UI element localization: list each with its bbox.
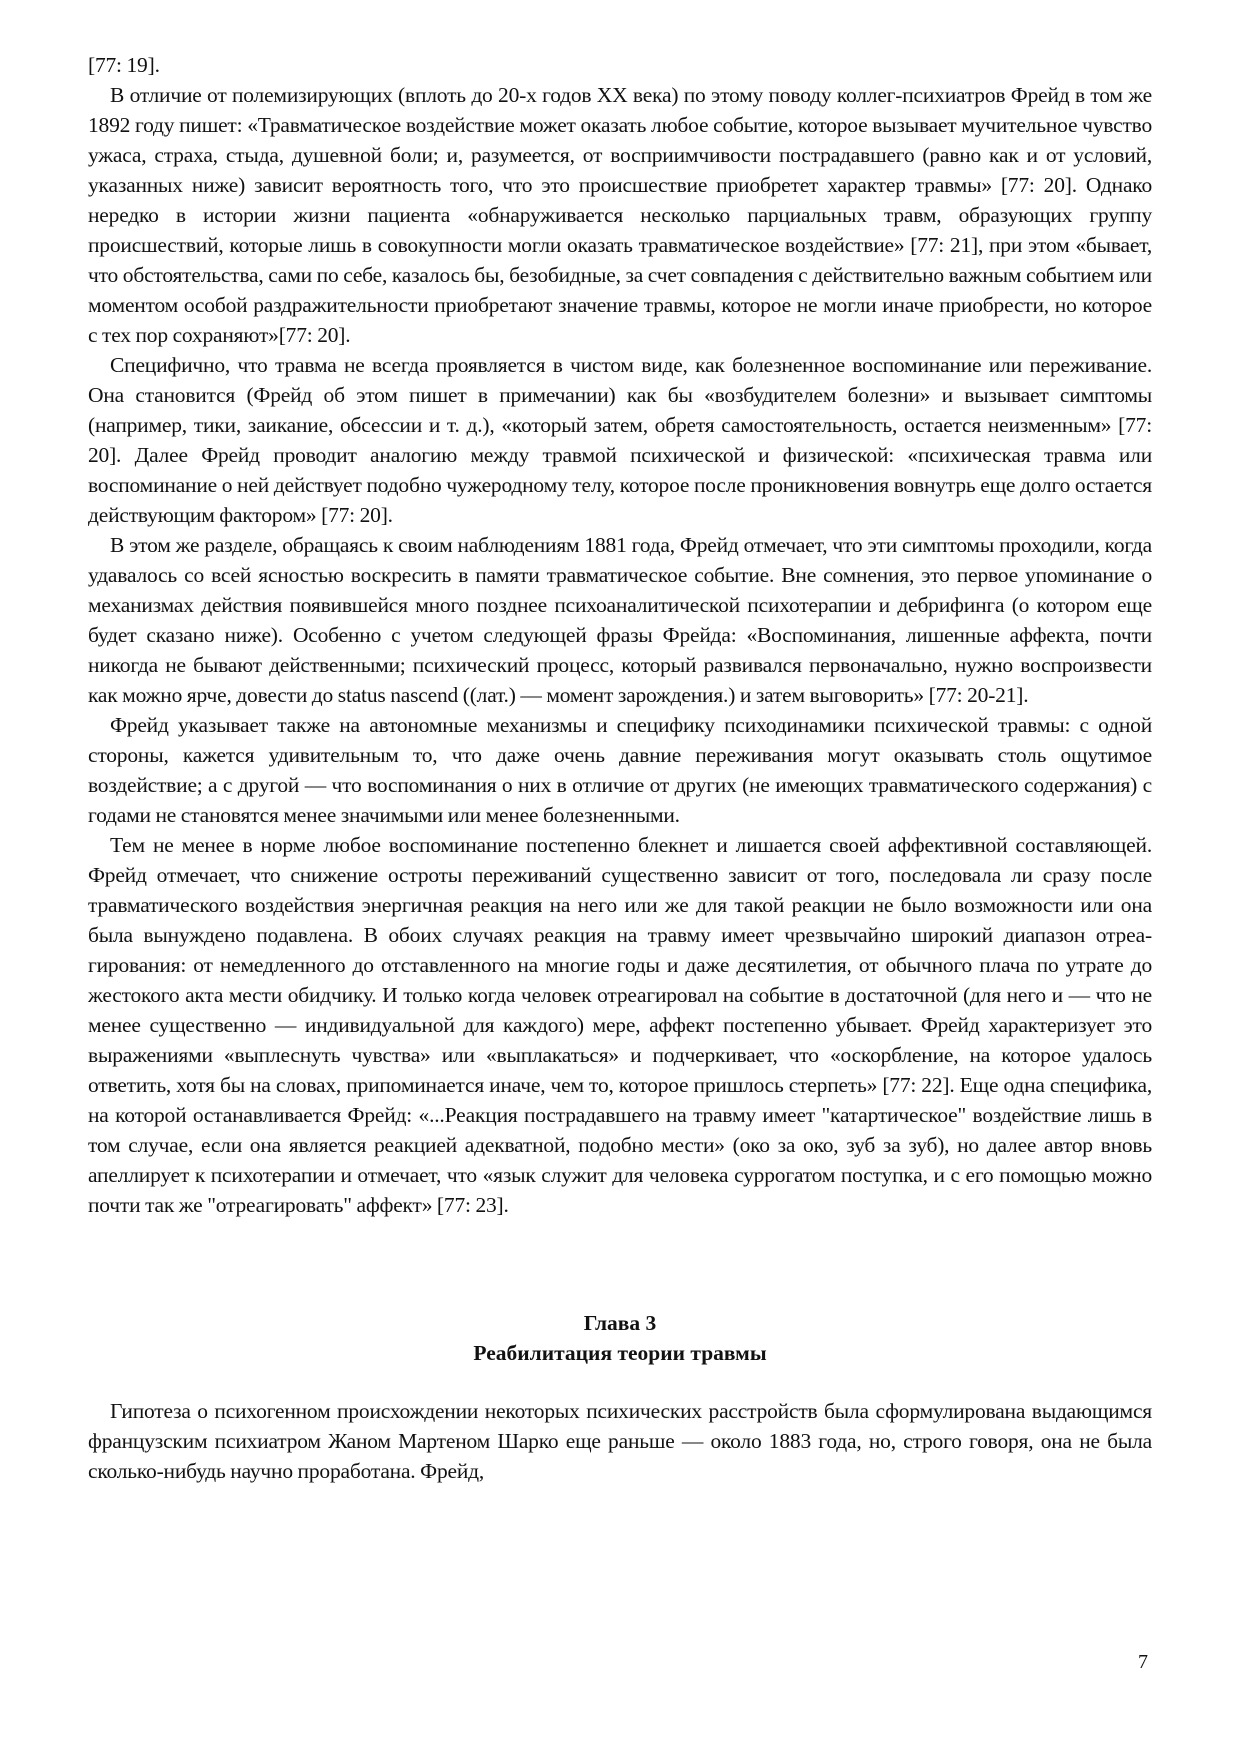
chapter-title-heading: Реабилитация теории травмы (473, 1341, 767, 1365)
page-number: 7 (1138, 1651, 1148, 1673)
paragraph-autonomous-mechanisms: Фрейд указывает также на автономные механизмы и специфику психодинамики психической травмы: с одной стороны, кажется удивительным то, что даже очень давние переживания могут оказывать столь ощутимое воздействие; а с другой — что воспоминания о них в отличие от других (не имеющих травматического содержания) с годами не становятся менее значимыми или менее болезненными. (88, 713, 1152, 827)
chapter-number-heading: Глава 3 (583, 1311, 657, 1335)
heading-spacer (88, 1368, 1152, 1396)
paragraph-trauma-manifestation: Специфично, что травма не всегда проявляется в чистом виде, как болезненное воспоминание или переживание. Она становится (Фрейд об этом пишет в примечании) как бы «возбудителем болезни» и вызывает симптомы (например, тики, заикание, обсессии и т. д.), «который затем, обретя самостоятельность, остается неизменным» [77: 20]. Далее Фрейд проводит аналогию между травмой психической и физической: «психическая травма или воспоминание о ней действует подобно чужеродному телу, которое после проникновения вовнутрь еще долго остается действующим фактором» [77: 20]. (88, 353, 1152, 527)
paragraph-freud-1892-trauma: В отличие от полемизирующих (вплоть до 20-х годов XX века) по этому поводу коллег-психиатров Фрейд в том же 1892 году пишет: «Травматическое воздействие может оказать любое событие, которое вызывает мучительное чувство ужаса, страха, стыда, душевной боли; и, разумеется, от восприимчивости пострадавшего (равно как и от условий, указанных ниже) зависит вероятность того, что это происшествие приобретет характер травмы» [77: 20]. Однако нередко в истории жизни пациента «обнаруживается несколько парциальных травм, образующих группу происшествий, которые лишь в совокупности могли оказать травматическое воздействие» [77: 21], при этом «бывает, что обстоятельства, сами по себе, казалось бы, безобидные, за счет совпадения с действительно важным событием или моментом особой раздражительности приобретают значение травмы, которое не могли иначе приобрести, но которое с тех пор сохраняют»[77: 20]. (88, 83, 1152, 347)
paragraph-observations-1881: В этом же разделе, обращаясь к своим наблюдениям 1881 года, Фрейд отмечает, что эти симптомы проходили, когда удавалось со всей ясностью воскресить в памяти травматическое событие. Вне сомнения, это первое упоминание о механизмах действия появившейся много позднее психоаналитической психотерапии и дебрифинга (о котором еще будет сказано ниже). Особенно с учетом следующей фразы Фрейда: «Воспоминания, лишенные аффекта, почти никогда не бывают действенными; психический процесс, который развивался первоначально, нужно воспроизвести как можно ярче, довести до status nascend ((лат.) — момент зарождения.) и затем выговорить» [77: 20-21]. (88, 533, 1152, 707)
paragraph-charcot-hypothesis: Гипотеза о психогенном происхождении некоторых психических расстройств была сформулирована выдающимся французским психиатром Жаном Мартеном Шарко еще раньше — около 1883 года, но, строго говоря, она не была сколько-нибудь научно проработана. Фрейд, (88, 1399, 1152, 1483)
section-spacer (88, 1220, 1152, 1308)
paragraph-citation-tail: [77: 19]. (88, 53, 160, 77)
paragraph-affect-fading: Тем не менее в норме любое воспоминание постепенно блекнет и лишается своей аффективной составляющей. Фрейд отмечает, что снижение остроты переживаний существенно зависит от того, последовала ли сразу после травматического воздействия энергичная реакция на него или же для такой реакции не было возможности или она была вынуждено подавлена. В обоих случаях реакция на травму имеет чрезвычайно широкий диапазон отреа-гирования: от немедленного до отставленного на многие годы и даже десятилетия, от обычного плача по утрате до жестокого акта мести обидчику. И только когда человек отреагировал на событие в достаточной (для него и — что не менее существенно — индивидуальной для каждого) мере, аффект постепенно убывает. Фрейд характеризует это выражениями «выплеснуть чувства» или «выплакаться» и подчеркивает, что «оскорбление, на которое удалось ответить, хотя бы на словах, припоминается иначе, чем то, которое пришлось стерпеть» [77: 22]. Еще одна специфика, на которой останавливается Фрейд: «...Реакция пострадавшего на травму имеет "катартическое" воздействие лишь в том случае, если она является реакцией адекватной, подобно мести» (око за око, зуб за зуб), но далее автор вновь апеллирует к психотерапии и отмечает, что «язык служит для человека суррогатом поступка, и с его помощью можно почти так же "отреагировать" аффект» [77: 23]. (88, 833, 1152, 1217)
document-page (88, 50, 1152, 1486)
